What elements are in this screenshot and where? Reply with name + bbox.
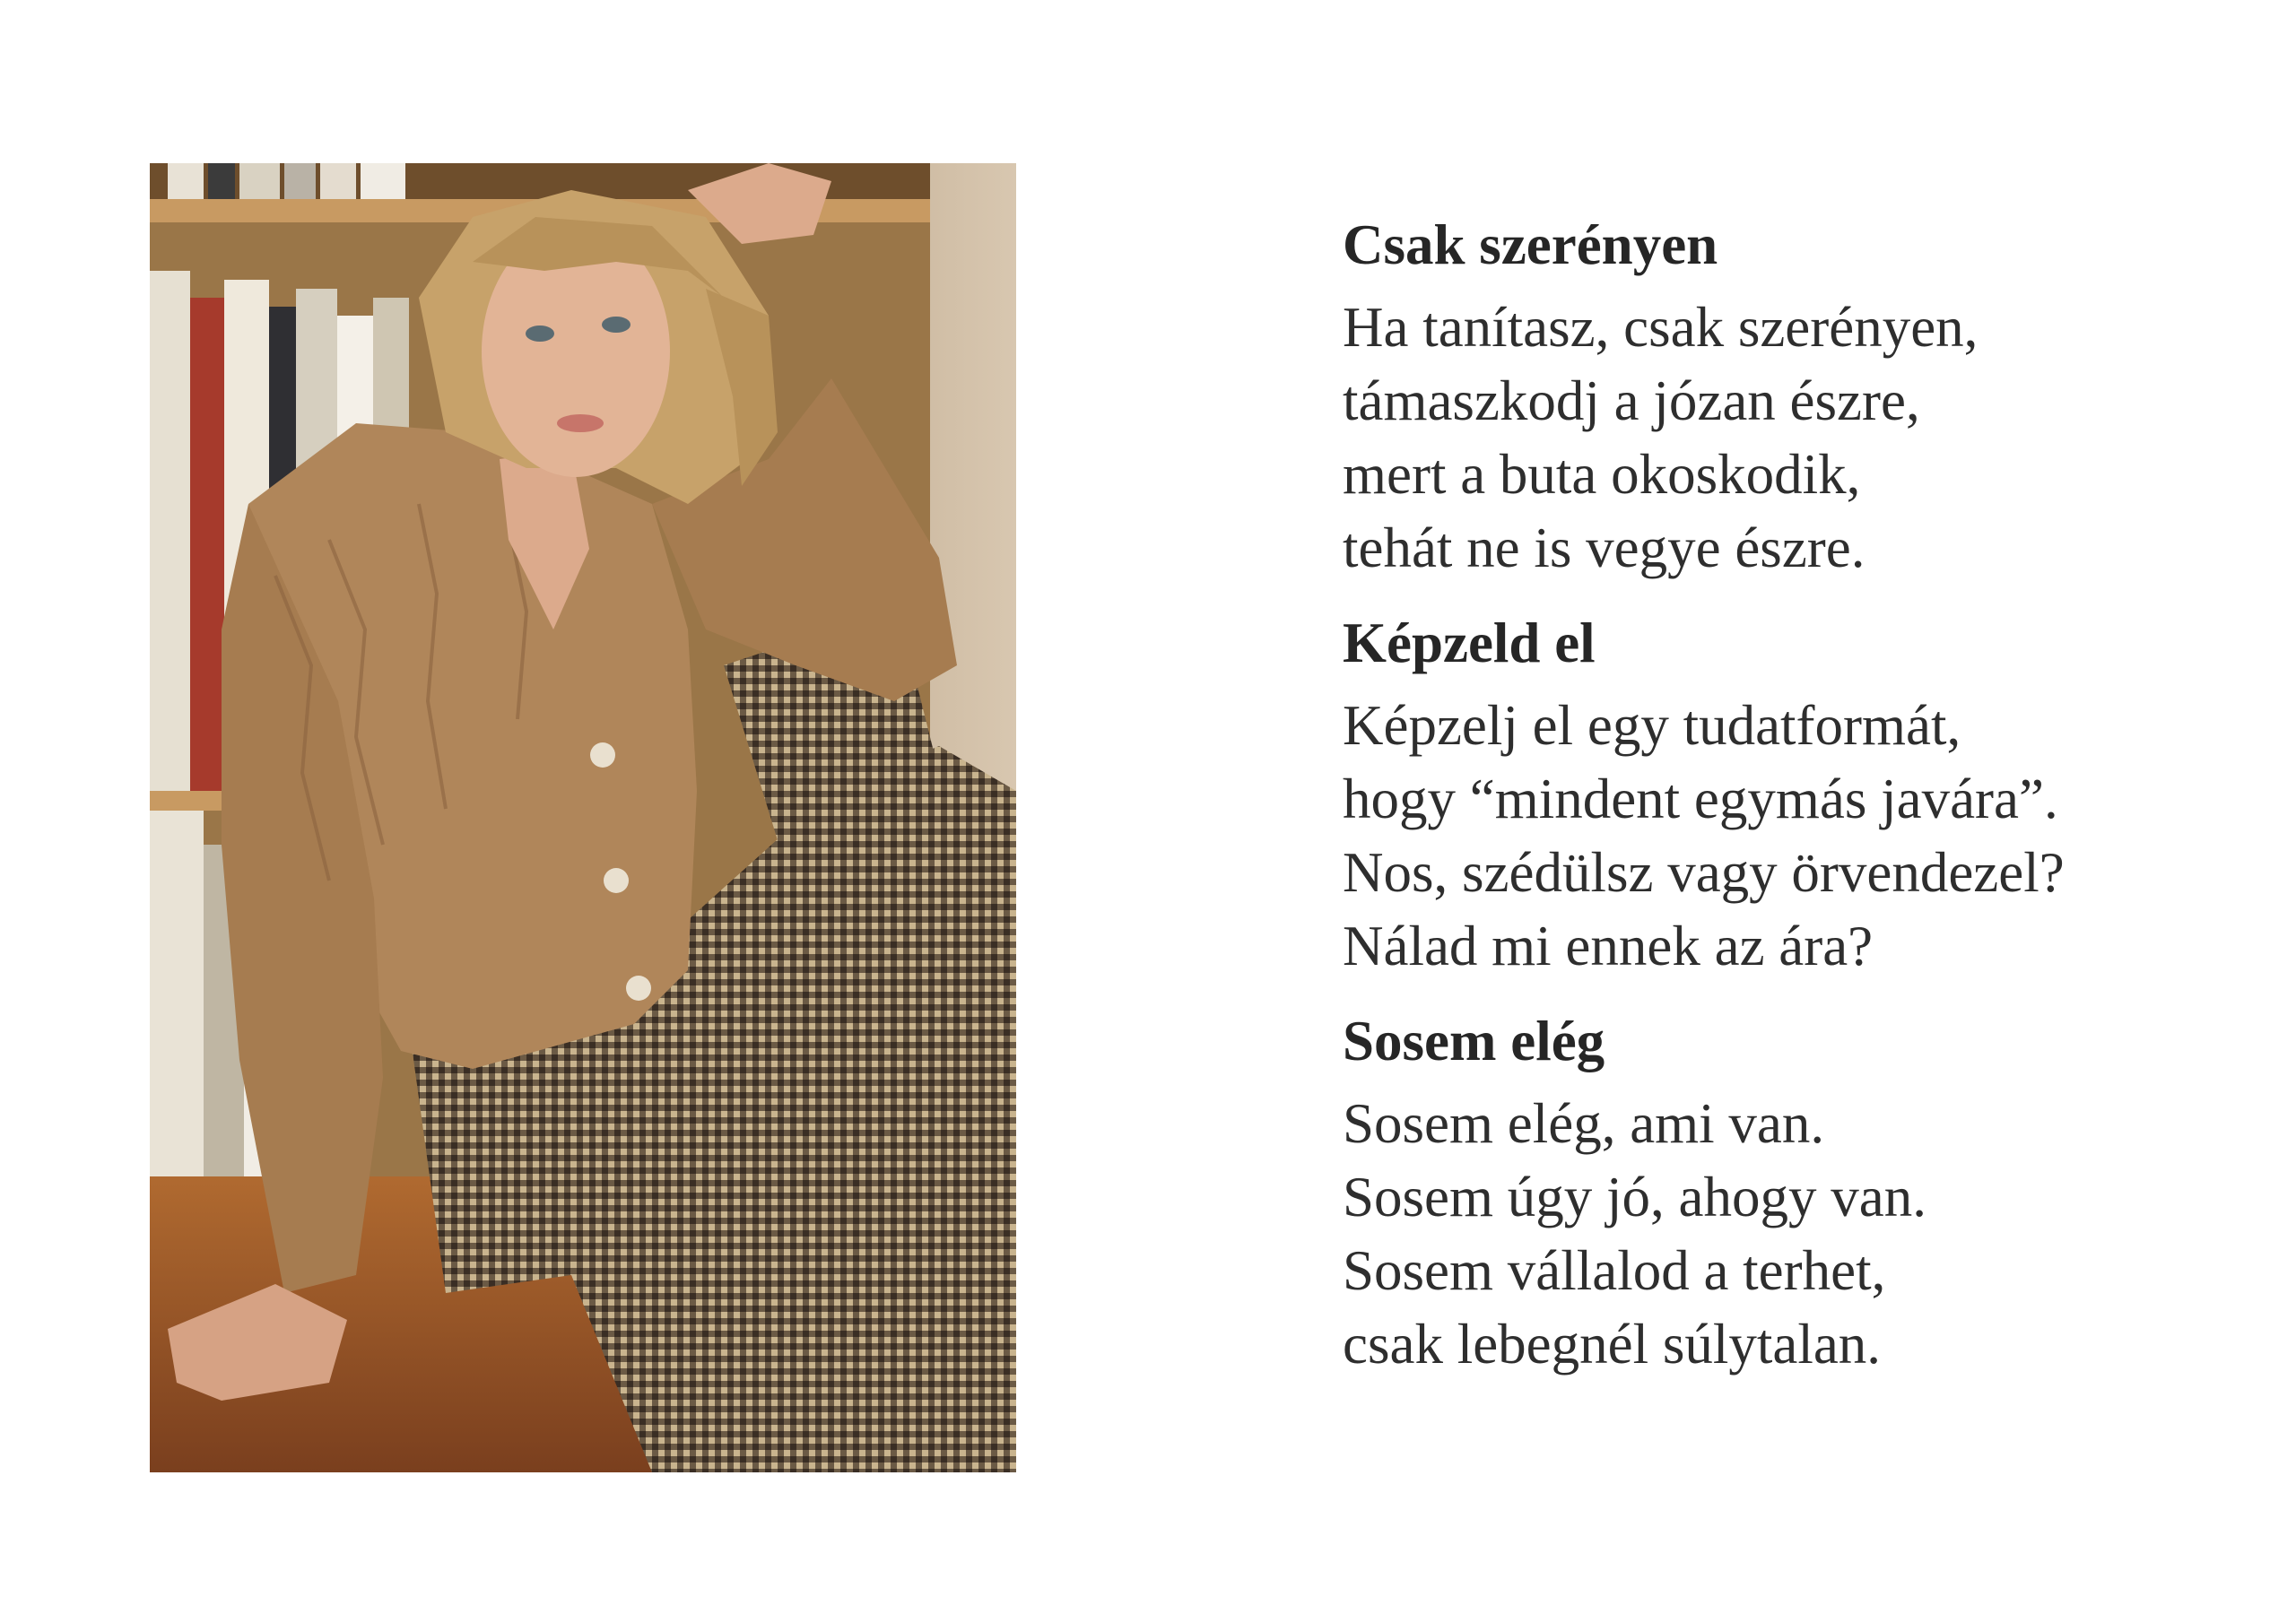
poem-sosem-eleg xyxy=(1343,1006,2239,1381)
poem-line: Sosem úgy jó, ahogy van. xyxy=(1343,1166,1926,1228)
poem-line: Sosem elég, ami van. xyxy=(1343,1092,1825,1155)
poem-line: csak lebegnél súlytalan. xyxy=(1343,1313,1882,1376)
portrait-illustration xyxy=(150,163,1016,1472)
poem-title: Képzeld el xyxy=(1343,612,1596,674)
portrait-photo xyxy=(150,163,1016,1472)
poem-title: Csak szerényen xyxy=(1343,213,1718,276)
poem-line: támaszkodj a józan észre, xyxy=(1343,369,1920,432)
poem-kepzeld-el xyxy=(1343,608,2239,983)
poem-line: Ha tanítasz, csak szerényen, xyxy=(1343,296,1979,359)
poem-line: mert a buta okoskodik, xyxy=(1343,443,1861,506)
poem-line: Képzelj el egy tudatformát, xyxy=(1343,694,1961,757)
poem-line: Nálad mi ennek az ára? xyxy=(1343,915,1874,977)
poem-collection xyxy=(1343,210,2239,1404)
poem-line: Sosem vállalod a terhet, xyxy=(1343,1239,1886,1302)
poem-title: Sosem elég xyxy=(1343,1010,1605,1072)
poem-line: Nos, szédülsz vagy örvendezel? xyxy=(1343,841,2065,904)
poem-line: hogy “mindent egymás javára”. xyxy=(1343,768,2058,830)
poem-csak-szerenyen xyxy=(1343,210,2239,585)
poem-line: tehát ne is vegye észre. xyxy=(1343,516,1866,579)
